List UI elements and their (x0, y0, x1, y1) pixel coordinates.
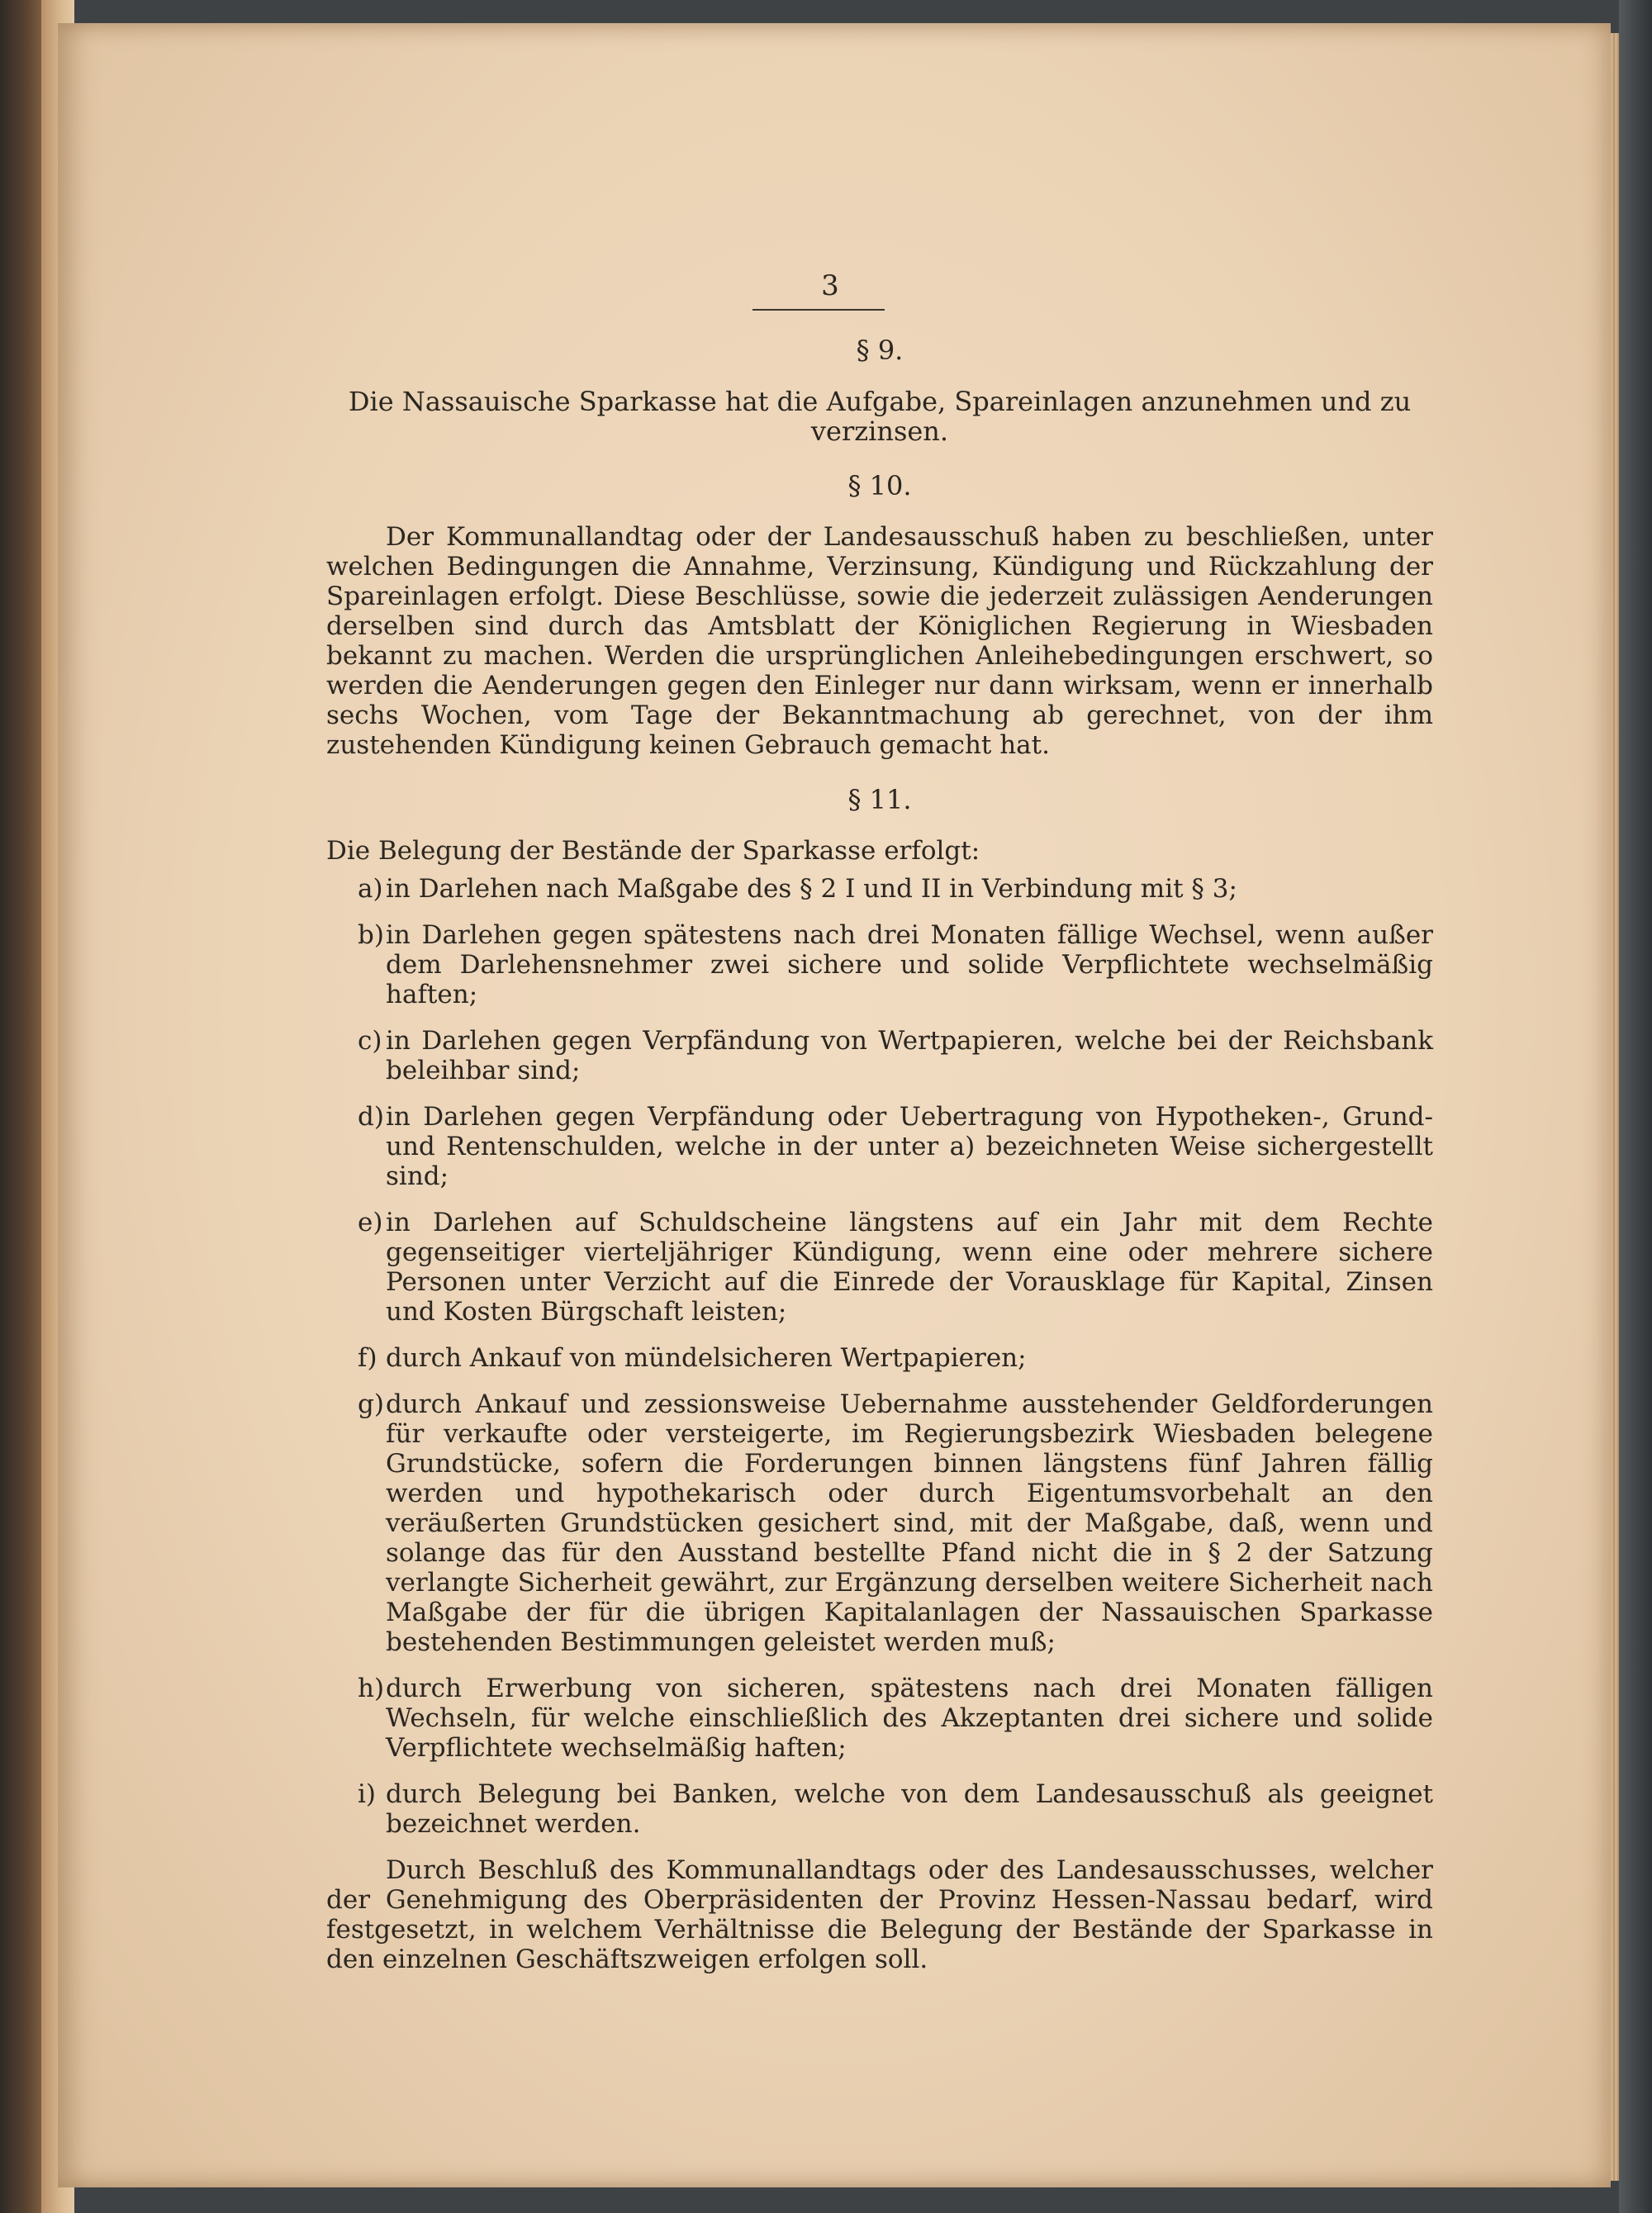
list-item-text: durch Ankauf von mündelsicheren Wertpapieren; (386, 1343, 1027, 1373)
list-item-d (358, 1102, 1433, 1191)
section-heading-11: § 11. (847, 784, 912, 815)
list-item-label: g) (358, 1389, 384, 1419)
list-item-text: in Darlehen gegen Verpfändung oder Uebertragung von Hypotheken-, Grund- und Rentenschulden, welche in der unter a) bezeichneten Weise sichergestellt sind; (386, 1102, 1433, 1191)
list-item-text: in Darlehen gegen spätestens nach drei Monaten fällige Wechsel, wenn außer dem Darlehensnehmer zwei sichere und solide Verpflichtete wechselmäßig haften; (386, 920, 1433, 1009)
list-item-g (358, 1389, 1433, 1657)
section-heading-9: § 9. (856, 335, 904, 366)
section-9-text: Die Nassauische Sparkasse hat die Aufgabe, Spareinlagen anzunehmen und zu verzinsen. (348, 386, 1412, 447)
list-item-label: d) (358, 1102, 384, 1132)
section-11-closing: Durch Beschluß des Kommunallandtags oder des Landesausschusses, welcher der Genehmigung des Oberpräsidenten der Provinz Hessen-Nassau bedarf, wird festgesetzt, in welchem Verhältnisse die Belegung der Bestände der Sparkasse in den einzelnen Geschäftszweigen erfolgen soll. (326, 1855, 1433, 1974)
page-content (326, 271, 1433, 1974)
list-item-text: in Darlehen nach Maßgabe des § 2 I und II in Verbindung mit § 3; (386, 874, 1237, 904)
page-number-rule (752, 309, 885, 311)
document-page (58, 23, 1611, 2187)
list-item-text: durch Erwerbung von sicheren, spätestens nach drei Monaten fälligen Wechseln, für welche einschließlich des Akzeptanten drei sichere und solide Verpflichtete wechselmäßig haften; (386, 1674, 1433, 1763)
list-item-h (358, 1674, 1433, 1763)
section-11-intro: Die Belegung der Bestände der Sparkasse erfolgt: (326, 836, 980, 866)
list-item-label: c) (358, 1026, 382, 1056)
list-item-f (358, 1343, 1433, 1373)
list-item-text: in Darlehen auf Schuldscheine längstens auf ein Jahr mit dem Rechte gegenseitiger vierteljähriger Kündigung, wenn eine oder mehrere sichere Personen unter Verzicht auf die Einrede der Vorausklage für Kapital, Zinsen und Kosten Bürgschaft leisten; (386, 1208, 1433, 1327)
page-number: 3 (821, 269, 839, 302)
list-item-e (358, 1208, 1433, 1327)
list-item-text: durch Belegung bei Banken, welche von dem Landesausschuß als geeignet bezeichnet werden. (386, 1779, 1433, 1839)
list-item-c (358, 1026, 1433, 1085)
section-heading-10: § 10. (847, 470, 912, 501)
list-item-label: e) (358, 1208, 383, 1237)
list-item-i (358, 1779, 1433, 1839)
section-10-text: Der Kommunallandtag oder der Landesausschuß haben zu beschließen, unter welchen Bedingungen die Annahme, Verzinsung, Kündigung und Rückzahlung der Spareinlagen erfolgt. Diese Beschlüsse, sowie die jederzeit zulässigen Aenderungen derselben sind durch das Amtsblatt der Königlichen Regierung in Wiesbaden bekannt zu machen. Werden die ursprünglichen Anleihebedingungen erschwert, so werden die Aenderungen gegen den Einleger nur dann wirksam, wenn er innerhalb sechs Wochen, vom Tage der Bekanntmachung ab gerechnet, von der ihm zustehenden Kündigung keinen Gebrauch gemacht hat. (326, 522, 1433, 760)
book-cover-edge (1619, 0, 1652, 2213)
list-item-text: durch Ankauf und zessionsweise Uebernahme ausstehender Geldforderungen für verkaufte oder versteigerte, im Regierungsbezirk Wiesbaden belegene Grundstücke, sofern die Forderungen binnen längstens fünf Jahren fällig werden und hypothekarisch oder durch Eigentumsvorbehalt an den veräußerten Grundstücken gesichert sind, mit der Maßgabe, daß, wenn und solange das für den Ausstand bestellte Pfand nicht die in § 2 der Satzung verlangte Sicherheit gewährt, zur Ergänzung derselben weitere Sicherheit nach Maßgabe der für die übrigen Kapitalanlagen der Nassauischen Sparkasse bestehenden Bestimmungen geleistet werden muß; (386, 1389, 1433, 1657)
list-item-label: a) (358, 874, 383, 904)
list-item-label: b) (358, 920, 384, 950)
list-item-text: in Darlehen gegen Verpfändung von Wertpapieren, welche bei der Reichsbank beleihbar sind; (386, 1026, 1433, 1085)
list-item-label: f) (358, 1343, 377, 1373)
list-item-a (358, 874, 1433, 904)
list-item-label: h) (358, 1674, 385, 1703)
list-item-label: i) (358, 1779, 377, 1809)
list-item-b (358, 920, 1433, 1009)
